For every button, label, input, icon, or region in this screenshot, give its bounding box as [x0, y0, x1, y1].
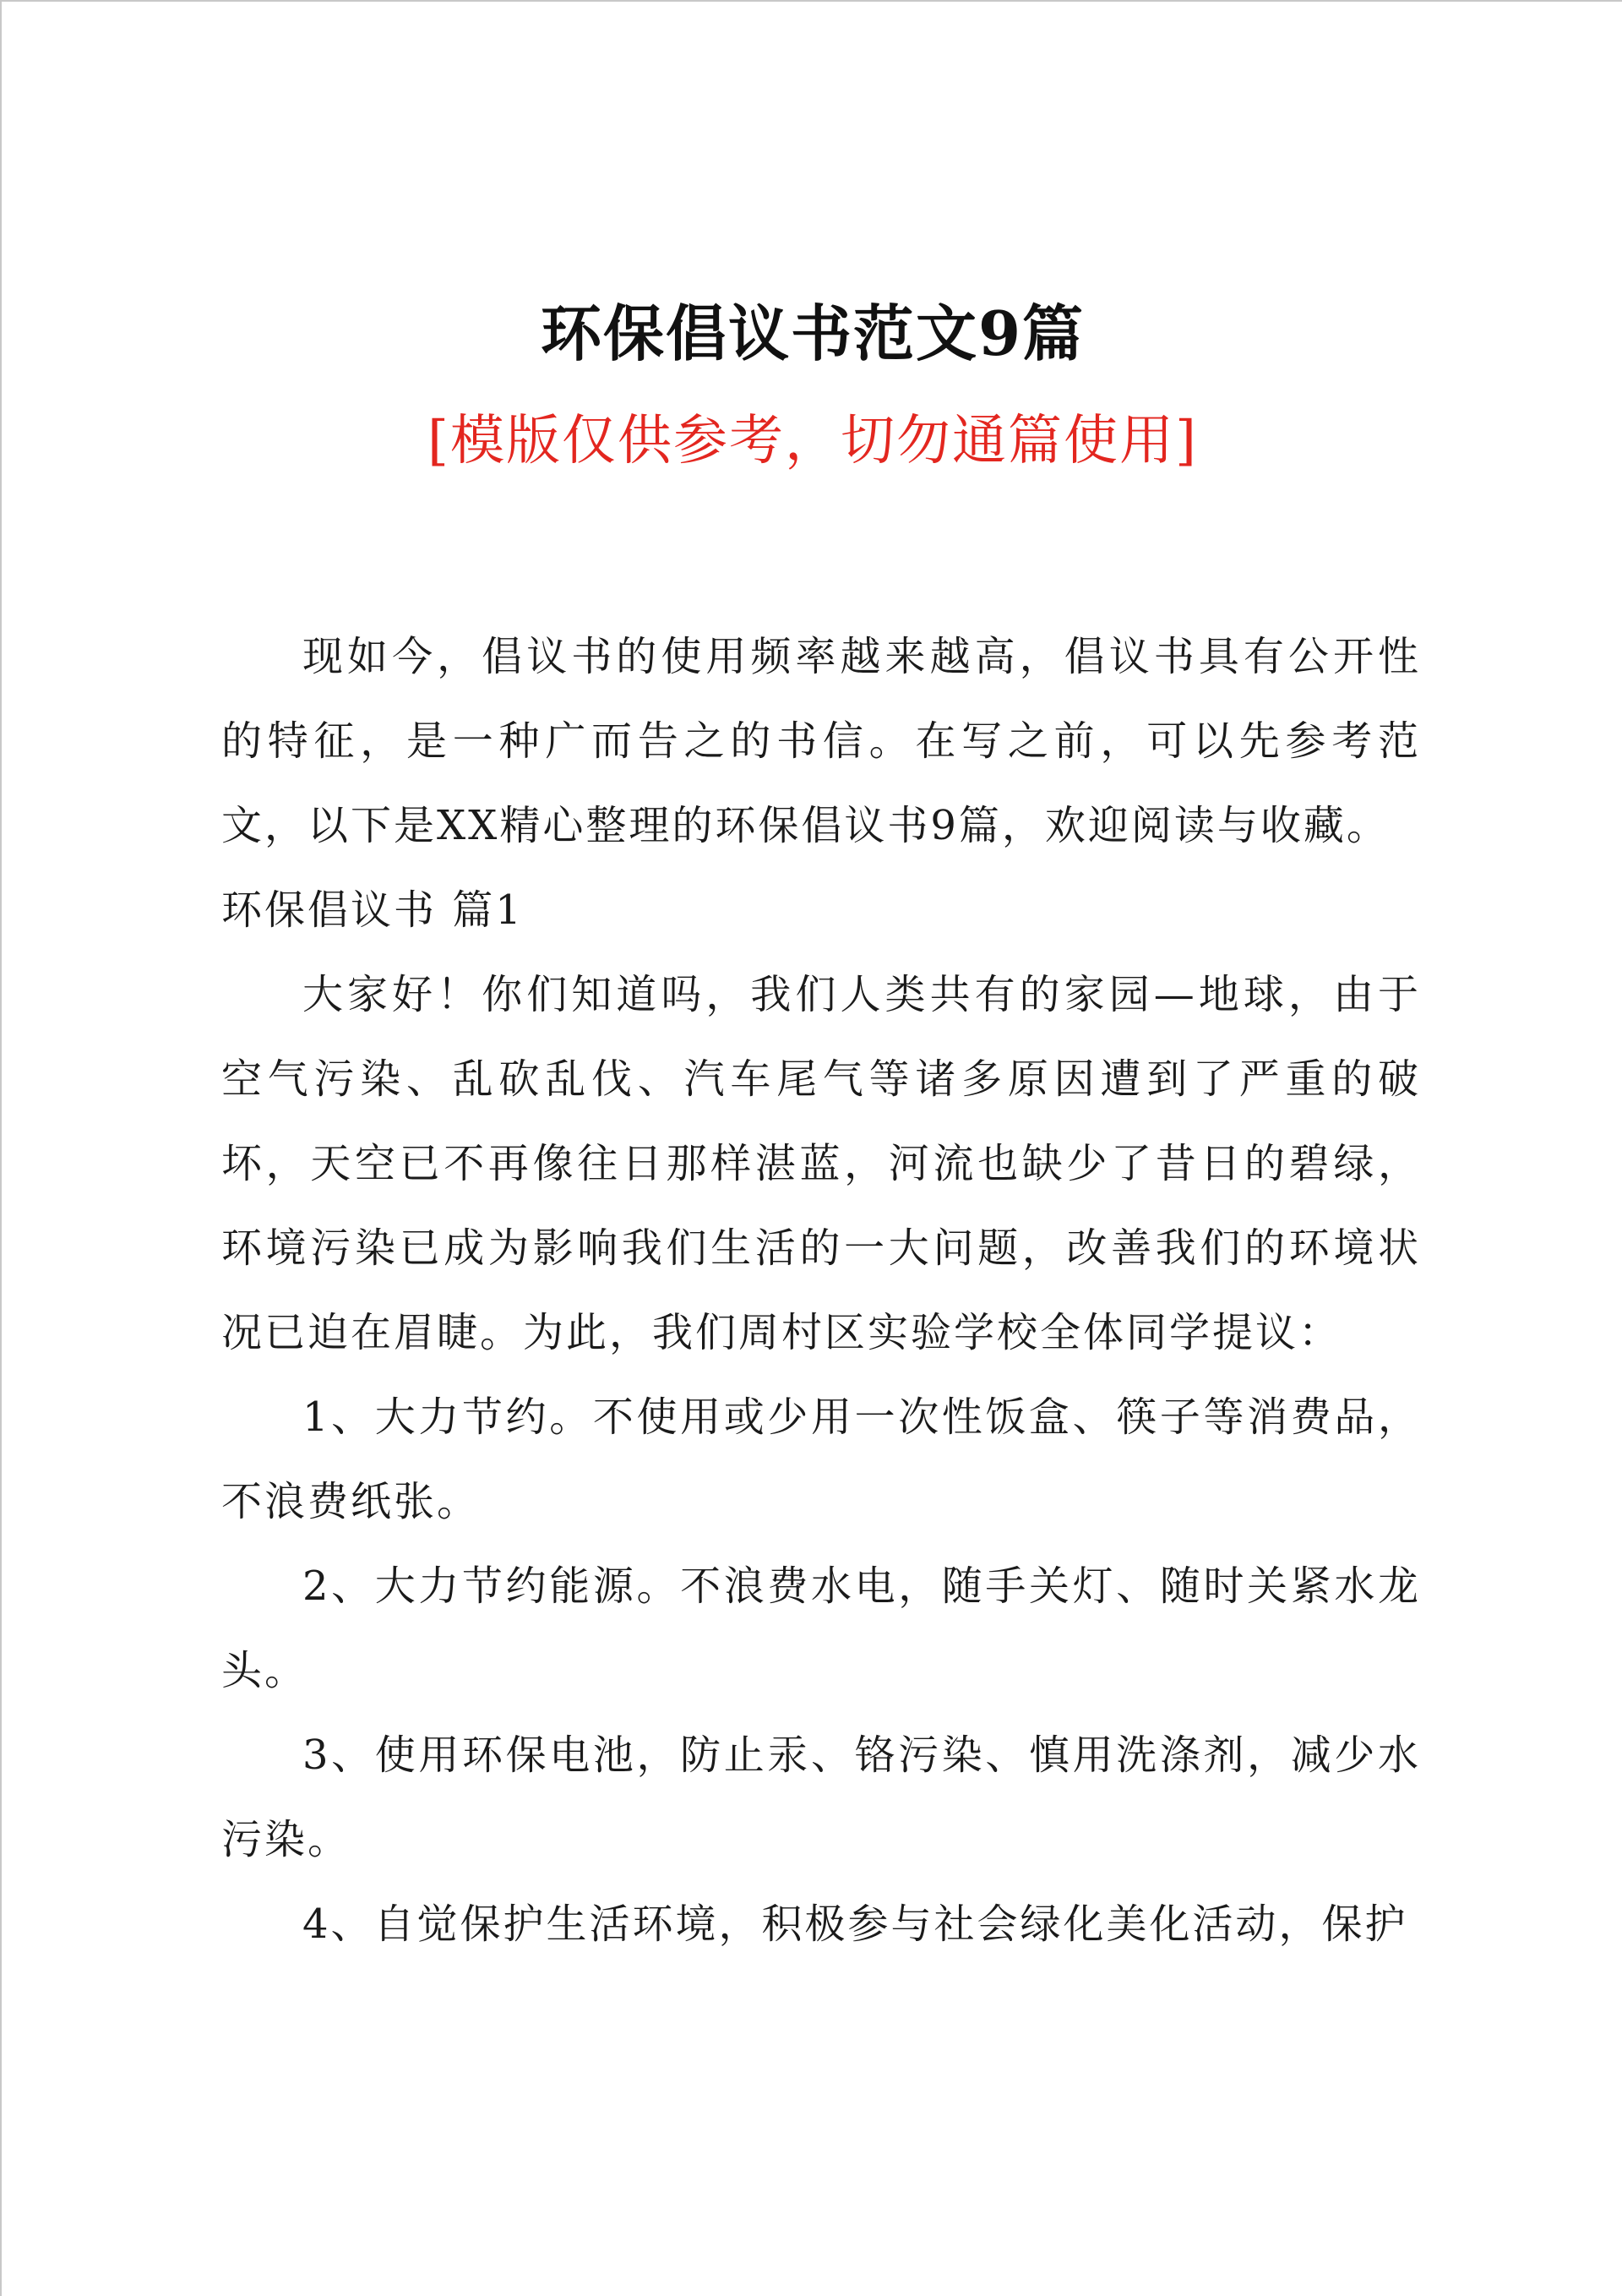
list-item: 1、大力节约。不使用或少用一次性饭盒、筷子等消费品，不浪费纸张。 [221, 1393, 1421, 1525]
intro-paragraph: 现如今，倡议书的使用频率越来越高，倡议书具有公开性的特征，是一种广而告之的书信。在写之前，可以先参考范文，以下是XX精心整理的环保倡议书9篇，欢迎阅读与收藏。 [221, 633, 1421, 849]
list-item: 3、使用环保电池，防止汞、铬污染、慎用洗涤剂，减少水污染。 [221, 1732, 1421, 1863]
list-item: 2、大力节约能源。不浪费水电，随手关灯、随时关紧水龙头。 [221, 1562, 1421, 1694]
section-heading: 环保倡议书 篇1 [221, 886, 524, 934]
greeting-paragraph: 大家好！你们知道吗，我们人类共有的家园—地球，由于空气污染、乱砍乱伐、汽车尾气等诸多原因遭到了严重的破坏，天空已不再像往日那样湛蓝，河流也缺少了昔日的碧绿，环境污染已成为影响我们生活的一大问题，改善我们的环境状况已迫在眉睫。为此，我们周村区实验学校全体同学提议： [221, 971, 1421, 1356]
list-item: 4、自觉保护生活环境，积极参与社会绿化美化活动，保护 [302, 1901, 1408, 1948]
template-disclaimer: [模版仅供参考，切勿通篇使用] [427, 410, 1198, 472]
document-title: 环保倡议书范文9篇 [540, 297, 1086, 369]
document-body [221, 614, 1421, 1966]
